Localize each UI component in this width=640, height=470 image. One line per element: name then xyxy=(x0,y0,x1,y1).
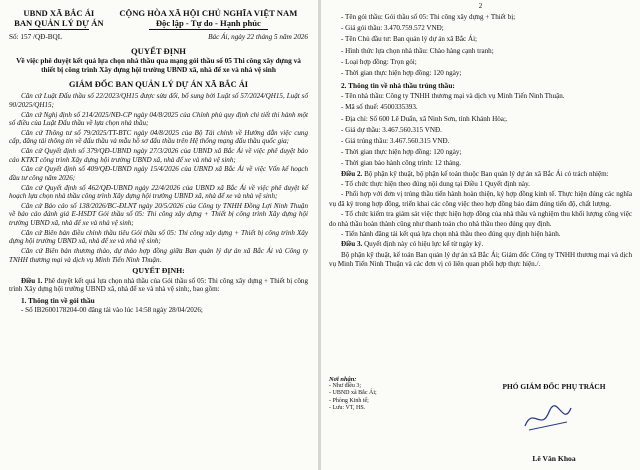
package-row: - Giá gói thầu: 3.470.759.572 VNĐ; xyxy=(341,24,444,33)
document-header xyxy=(9,8,308,30)
national-heading xyxy=(109,8,308,30)
section-package-info: 1. Thông tin về gói thầu xyxy=(21,295,95,305)
issuing-organization xyxy=(9,8,109,30)
document-subject: Về việc phê duyệt kết quả lựa chọn nhà thầu qua mạng gói thầu số 05 Thi công xây dựng và thiết bị công trình Xây dựng hội trường UBND xã, nhà để xe và nhà vệ sinh xyxy=(16,56,301,74)
package-row: - Tên gói thầu: Gói thầu số 05: Thi công xây dựng + Thiết bị; xyxy=(341,13,516,21)
basis-item: Căn cứ Quyết định số 379/QĐ-UBND ngày 27/3/2026 của UBND xã Bắc Ái về việc phê duyệt báo cáo KTKT công trình Xây dựng hội trường UBND xã, nhà để xe và nhà vệ sinh; xyxy=(9,147,308,164)
document-date: Bác Ái, ngày 22 tháng 5 năm 2026 xyxy=(208,33,308,41)
package-row: - Loại hợp đồng: Trọn gói; xyxy=(341,57,417,66)
article-1-text: Phê duyệt kết quả lựa chọn nhà thầu của Gói thầu số 05: Thi công xây dựng + Thiết bị công trình Xây dựng hội trường UBND xã, nhà để xe và nhà vệ sinh;, bao gồm: xyxy=(9,276,309,294)
winner-row: - Giá trúng thầu: 3.467.560.315 VNĐ. xyxy=(341,137,450,146)
document-title: QUYẾT ĐỊNH xyxy=(131,46,186,56)
basis-item: Căn cứ Luật Đấu thầu số 22/2023/QH15 được sửa đổi, bổ sung bởi Luật số 57/2024/QH15, Luật số 90/2025/QH15; xyxy=(9,92,308,109)
article-2 xyxy=(329,170,632,179)
page-number: 2 xyxy=(478,2,483,10)
basis-item: Căn cứ Quyết định số 462/QĐ-UBND ngày 22/4/2026 của UBND xã Bắc Ái về việc phê duyệt kế hoạch lựa chọn nhà thầu công trình Xây dựng hội trường UBND xã, nhà để xe và nhà vệ sinh; xyxy=(9,183,308,201)
legal-bases xyxy=(9,92,308,264)
signer xyxy=(469,382,639,463)
article-3 xyxy=(329,240,632,249)
org-underline xyxy=(29,29,89,30)
signature-mark xyxy=(519,398,577,438)
winner-row: - Tên nhà thầu: Công ty TNHH thương mại và dịch vụ Minh Tiến Ninh Thuận. xyxy=(341,92,565,101)
signer-name: Lê Văn Khoa xyxy=(532,454,576,463)
nation-name: CỘNG HÒA XÃ HỘI CHỦ NGHĨA VIỆT NAM xyxy=(119,8,298,18)
page-1 xyxy=(0,0,318,470)
basis-item: Căn cứ Biên bản thương thảo, dự thảo hợp đồng giữa Ban quản lý dự án xã Bắc Ái và Công ty TNHH thương mại và dịch vụ Minh Tiến Ninh Thuận. xyxy=(9,247,308,264)
article-3-text: Quyết định này có hiệu lực kể từ ngày ký. xyxy=(364,240,484,249)
document-meta xyxy=(9,33,308,41)
basis-item: Căn cứ Báo cáo số 138/2026/BC-ĐLNT ngày 20/5/2026 của Công ty TNHH Đồng Lợi Ninh Thuận về báo cáo đánh giá E-HSDT Gói thầu số 05: Thi công xây dựng + Thiết bị công trình Xây dựng hội trường UBND xã, nhà để xe và nhà vệ sinh; xyxy=(9,202,308,227)
winner-row: - Thời gian bảo hành công trình: 12 tháng. xyxy=(341,159,462,168)
decision-heading: QUYẾT ĐỊNH: xyxy=(132,265,185,275)
package-info xyxy=(329,12,632,79)
basis-item: Căn cứ Biên bản điều chỉnh thầu tiêu Gói thầu số 05: Thi công xây dựng + Thiết bị công trình Xây dựng hội trường UBND xã, nhà để xe và nhà vệ sinh; xyxy=(9,228,308,246)
duty-item: - Phối hợp với đơn vị trúng thầu tiến hành hoàn thiện, ký hợp đồng kinh tế. Thực hiện đúng các nghĩa vụ đã ký trong hợp đồng, triển khai các công việc theo hợp đồng bảo đảm đúng tiến độ, chất lượng. xyxy=(329,190,632,208)
winner-row: - Mã số thuế: 4500335393. xyxy=(341,103,418,112)
recipient-item: - Phòng Kinh tế; xyxy=(329,397,369,404)
article-3-label: Điều 3. xyxy=(341,240,363,249)
article-2-text: Bộ phận kỹ thuật, bộ phận kế toán thuộc Ban quản lý dự án xã Bắc Ái có trách nhiệm: xyxy=(364,169,609,178)
org-line-1: UBND XÃ BẮC ÁI xyxy=(23,8,95,18)
recipient-item: - Như điều 3; xyxy=(329,383,362,390)
duty-item: - Tổ chức thực hiện theo đúng nội dung tại Điều 1 Quyết định này. xyxy=(341,180,530,189)
closing-clause: Bộ phận kỹ thuật, kế toán Ban quản lý dự án xã Bắc Ái; Giám đốc Công ty TNHH thương mại và dịch vụ Minh Tiến Ninh Thuận và các đơn vị có liên quan phối hợp thực hiện./. xyxy=(329,250,632,269)
winner-row: - Địa chỉ: Số 600 Lê Duẩn, xã Ninh Sơn, tỉnh Khánh Hòa;. xyxy=(341,114,508,123)
package-row: - Thời gian thực hiện hợp đồng: 120 ngày; xyxy=(341,69,462,78)
national-motto: Độc lập - Tự do - Hạnh phúc xyxy=(155,18,261,28)
org-line-2: BAN QUẢN LÝ DỰ ÁN xyxy=(14,18,104,28)
duty-item: - Tiến hành đăng tải kết quả lựa chọn nhà thầu theo đúng quy định hiện hành. xyxy=(341,230,561,239)
article-1-label: Điều 1. xyxy=(21,276,43,285)
article-2-label: Điều 2. xyxy=(341,169,363,178)
basis-item: Căn cứ Quyết định số 409/QĐ-UBND ngày 15/4/2026 của UBND xã Bắc Ái về việc Vốn kế hoạch đầu tư công năm 2026; xyxy=(9,165,308,182)
recipient-item: - UBND xã Bắc Ái; xyxy=(329,390,377,397)
duty-item: - Tổ chức kiểm tra giám sát việc thực hiện hợp đồng của nhà thầu và nghiệm thu khối lượng công việc do nhà thầu hoàn thành cũng như thanh toán cho nhà thầu theo đúng quy định. xyxy=(329,210,632,228)
motto-underline xyxy=(149,29,269,30)
signer-title: PHÓ GIÁM ĐỐC PHỤ TRÁCH xyxy=(502,382,606,391)
recipient-item: - Lưu: VT, HS. xyxy=(329,404,366,411)
winner-row: - Thời gian thực hiện hợp đồng: 120 ngày; xyxy=(341,148,462,157)
notice-number: - Số IB2600178204-00 đăng tải vào lúc 14:58 ngày 28/04/2026; xyxy=(21,305,203,314)
issuing-authority: GIÁM ĐỐC BAN QUẢN LÝ DỰ ÁN XÃ BẮC ÁI xyxy=(68,80,249,90)
recipients-title: Nơi nhận: xyxy=(329,376,357,383)
basis-item: Căn cứ Nghị định số 214/2025/NĐ-CP ngày 04/8/2025 của Chính phủ quy định chi tiết thi hành một số điều của Luật Đấu thầu về lựa chọn nhà thầu; xyxy=(9,110,308,127)
page-2 xyxy=(321,0,640,470)
basis-item: Căn cứ Thông tư số 79/2025/TT-BTC ngày 04/8/2025 của Bộ Tài chính về Hướng dẫn việc cung cấp, đăng tải thông tin về đấu thầu và mẫu hồ sơ đấu thầu trên Hệ thống mạng đấu thầu quốc gia; xyxy=(9,128,308,146)
article-1 xyxy=(9,277,308,294)
section-winner-info: 2. Thông tin về nhà thầu trúng thầu: xyxy=(341,81,455,91)
package-row: - Tên Chủ đầu tư: Ban quản lý dự án xã Bắc Ái; xyxy=(341,35,478,44)
winner-info xyxy=(329,91,632,169)
document-number: Số: 157 /QĐ-BQL xyxy=(9,33,63,41)
winner-row: - Giá dự thầu: 3.467.560.315 VNĐ. xyxy=(341,125,442,134)
recipients xyxy=(329,376,439,412)
package-row: - Hình thức lựa chọn nhà thầu: Chào hàng cạnh tranh; xyxy=(341,46,494,55)
